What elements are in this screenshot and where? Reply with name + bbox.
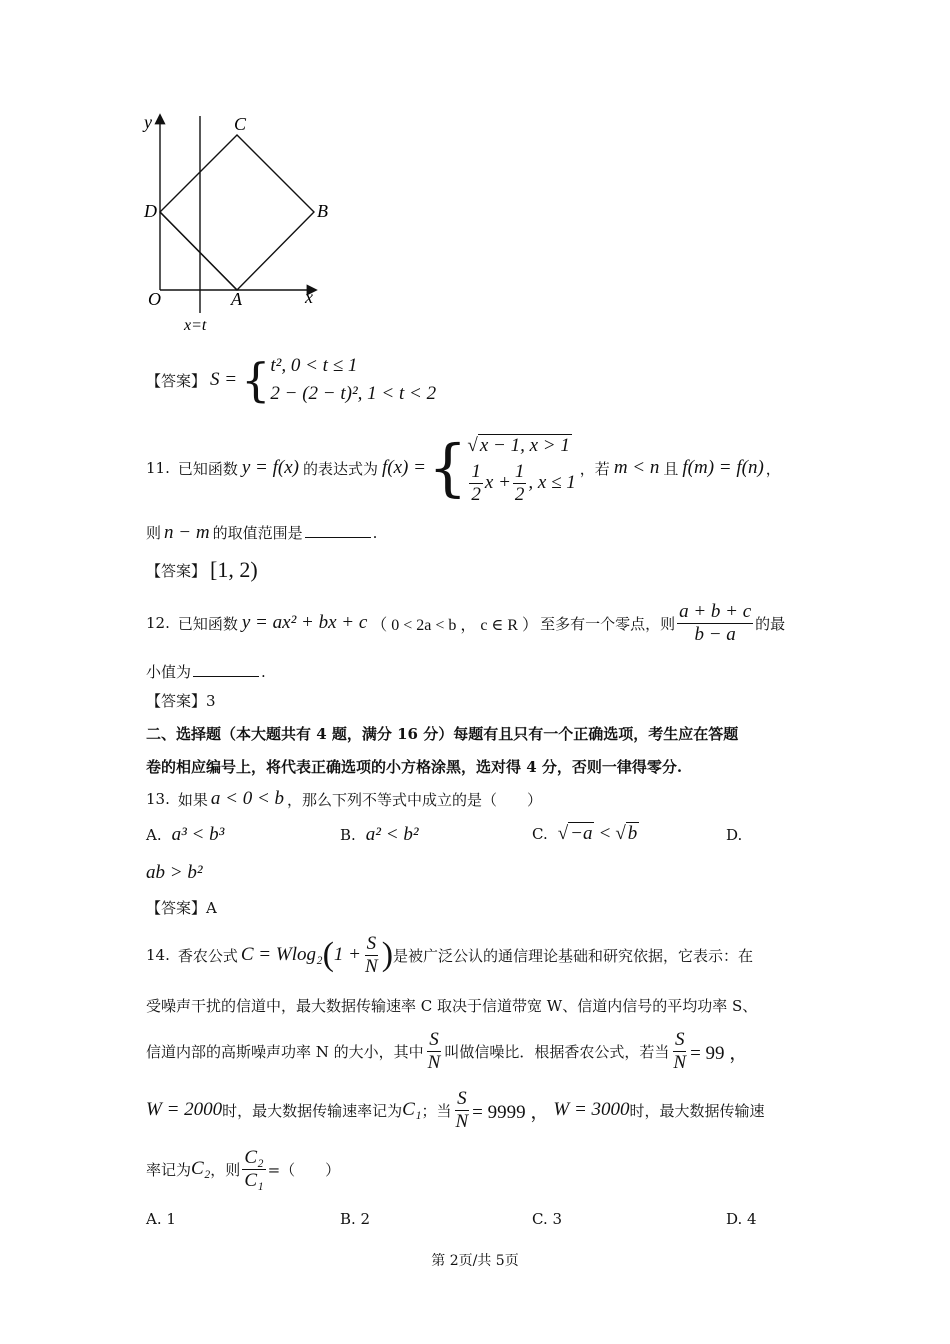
section2-line2: 卷的相应编号上，将代表正确选项的小方格涂黑，选对得 4 分，否则一律得零分. [146,758,683,776]
q10-answer [146,352,436,408]
q14-line4-b: 时，最大数据传输速率记为 [222,1101,403,1120]
q14-option-c[interactable]: C. 3 [532,1210,563,1228]
q11-expr-b: f(x) = [382,457,426,478]
option-c-left: −a [570,823,593,844]
q11-text-c: ，若 [579,459,610,478]
q14-line1-b: 是被广泛公认的通信理论基础和研究依据，它表示：在 [393,946,754,965]
q12-line1 [146,598,785,648]
q11-half1: $\frac{1}{2}$ [471,460,481,505]
q14-option-a[interactable]: A. 1 [146,1210,176,1228]
q12-number: 12. [146,614,170,632]
q11-line2-end: . [372,524,378,542]
q10-lhs: S = [210,369,238,390]
answer-label: 【答案】 [146,561,207,580]
label-x: x [305,287,313,307]
q14-line4 [146,1087,765,1133]
q11-half2: $\frac{1}{2}$ [514,460,525,505]
q14-option-b[interactable]: B. 2 [340,1210,371,1228]
q12-text-c: 的最 [755,614,786,633]
q14-line3 [146,1028,748,1074]
label-b: B [317,201,328,221]
label-x-eq-t: x=t [184,317,207,334]
square-diagram [140,108,340,338]
q11-case1: x − 1, x > 1 [479,434,570,456]
q14-line4-d: = 9999 ， [472,1101,550,1123]
q12-expr-a: y = ax² + bx + c [241,612,368,633]
left-brace: { [241,353,271,407]
q14-line5-b: ，则 [210,1160,241,1179]
q14-option-d[interactable]: D. 4 [726,1210,757,1228]
q13-text-a: 如果 [177,790,208,809]
option-b-text: a² < b² [365,824,419,845]
q11-number: 11. [146,459,170,477]
q13-text-b: ，那么下列不等式中成立的是（ ） [287,790,543,809]
option-a-label: A. [146,826,162,844]
q12-answer [146,690,216,711]
q11-text-e: ， [765,459,781,478]
q14-line3-c: = 99 ， [690,1042,749,1064]
q12-fraction: $\frac{a + b + c}{b - a}$ [679,600,752,645]
q11-text-d: 且 [663,459,679,478]
q12-answer-value: 3 [206,692,216,710]
q13-answer-value: A [206,899,217,917]
answer-label: 【答案】 [146,899,207,917]
q14-c2: C₂ [191,1158,211,1179]
q14-w-3000: W = 3000 [553,1099,630,1120]
q10-case2: 2 − (2 − t)², 1 < t < 2 [270,383,437,404]
q14-line1: 14. 香农公式 C = Wlog₂ ( 1 + $\frac{S}{N}$ ) 是被广泛公认的通信理论基础和研究依据，它表示：在 [146,932,754,977]
q12-blank [193,664,259,677]
q11-line2-a: 则 [146,524,162,542]
option-c-label: C. [532,824,548,843]
q14-line4-f: 时，最大数据传输速 [629,1101,765,1120]
q11-line2 [146,522,377,544]
option-c-mid: < [598,822,612,844]
q14-line3-a: 信道内部的高斯噪声功率 N 的大小，其中 [146,1042,424,1061]
q11-blank [305,525,371,538]
q13-expr-a: a < 0 < b [210,788,285,809]
section2-line1: 二、选择题（本大题共有 4 题，满分 16 分）每题有且只有一个正确选项，考生应在答题 [146,725,739,743]
answer-label: 【答案】 [146,692,207,710]
q13-option-d-label[interactable]: D. [726,826,743,844]
answer-label: 【答案】 [146,371,207,390]
label-a: A [231,289,242,309]
q14-formula-fraction: $\frac{S}{N}$ [365,932,378,977]
q11-answer [146,557,258,583]
q11-expr-a: y = f(x) [241,457,299,478]
diagonal-da [160,212,237,290]
q11-line1: 11. 已知函数 y = f(x) 的表达式为 f(x) = { √ x − 1, x > 1 $\frac{1}{2}$ x + $\frac{1}{2}$ , x ≤ 1 ，若 m < n 且 f(m) = f(n) ， [146,431,781,505]
label-c: C [234,114,247,134]
page-footer: 第 2页/共 5页 [431,1253,519,1269]
q12-paren: （ 0 < 2a < b ， c ∈ R ） [371,616,539,634]
q14-ratio-fraction: $\frac{\text{C₂}}{\text{C₁}}$ [244,1146,264,1191]
q14-line5 [146,1144,340,1194]
option-b-label: B. [340,826,356,844]
q11-text-b: 的表达式为 [303,459,379,478]
label-o: O [148,289,161,309]
q14-line3-b: 叫做信噪比．根据香农公式，若当 [444,1042,670,1061]
q14-w-2000: W = 2000 [146,1099,223,1120]
q13-option-c[interactable]: C. √ −a < √ b [532,822,638,844]
q14-snr-fraction-3: $\frac{S}{N}$ [455,1087,469,1132]
q13-answer [146,897,217,918]
label-y: y [144,112,152,132]
q11-expr-d: f(m) = f(n) [682,457,764,478]
q14-c1: C₁ [402,1099,422,1120]
q11-expr-c: m < n [613,457,660,478]
q14-line5-a: 率记为 [146,1160,192,1179]
q12-line2-text: 小值为 [146,663,192,681]
q11-case2-tail: x + [484,472,511,493]
q13-option-d-text[interactable]: ab > b² [146,862,203,883]
q14-line4-c: ；当 [421,1101,452,1120]
q14-line2: 受噪声干扰的信道中，最大数据传输速率 C 取决于信道带宽 W、信道内信号的平均功率 S、 [146,997,758,1015]
q12-line2 [146,661,266,682]
q13-stem [146,788,542,810]
option-a-text: a³ < b³ [171,824,225,845]
q14-formula-one: 1 + [333,944,361,965]
q13-option-b[interactable] [340,824,419,846]
q12-text-b: 至多有一个零点，则 [540,614,676,633]
q14-snr-fraction-2: $\frac{S}{N}$ [673,1028,687,1073]
q12-text-a: 已知函数 [177,614,238,633]
label-d: D [144,201,157,221]
q14-line5-c: =（ ） [267,1160,341,1179]
option-c-right: b [627,823,638,844]
q14-number: 14. [146,946,170,964]
q11-brace: { [427,431,468,504]
q11-answer-value: [1, 2) [210,557,258,582]
q14-line1-a: 香农公式 [177,946,238,965]
q10-case1: t², 0 < t ≤ 1 [270,355,358,376]
q11-line2-expr: n − m [164,522,210,543]
square-abcd [160,135,314,290]
q14-formula: C = Wlog₂ [240,944,323,965]
q14-snr-fraction: $\frac{S}{N}$ [427,1028,441,1073]
q13-option-a[interactable] [146,824,224,846]
q11-text-a: 已知函数 [177,459,238,478]
q11-case2-end: , x ≤ 1 [528,472,576,493]
q11-line2-b: 的取值范围是 [212,524,303,542]
q12-line2-end: . [261,663,266,681]
q13-number: 13. [146,790,170,808]
